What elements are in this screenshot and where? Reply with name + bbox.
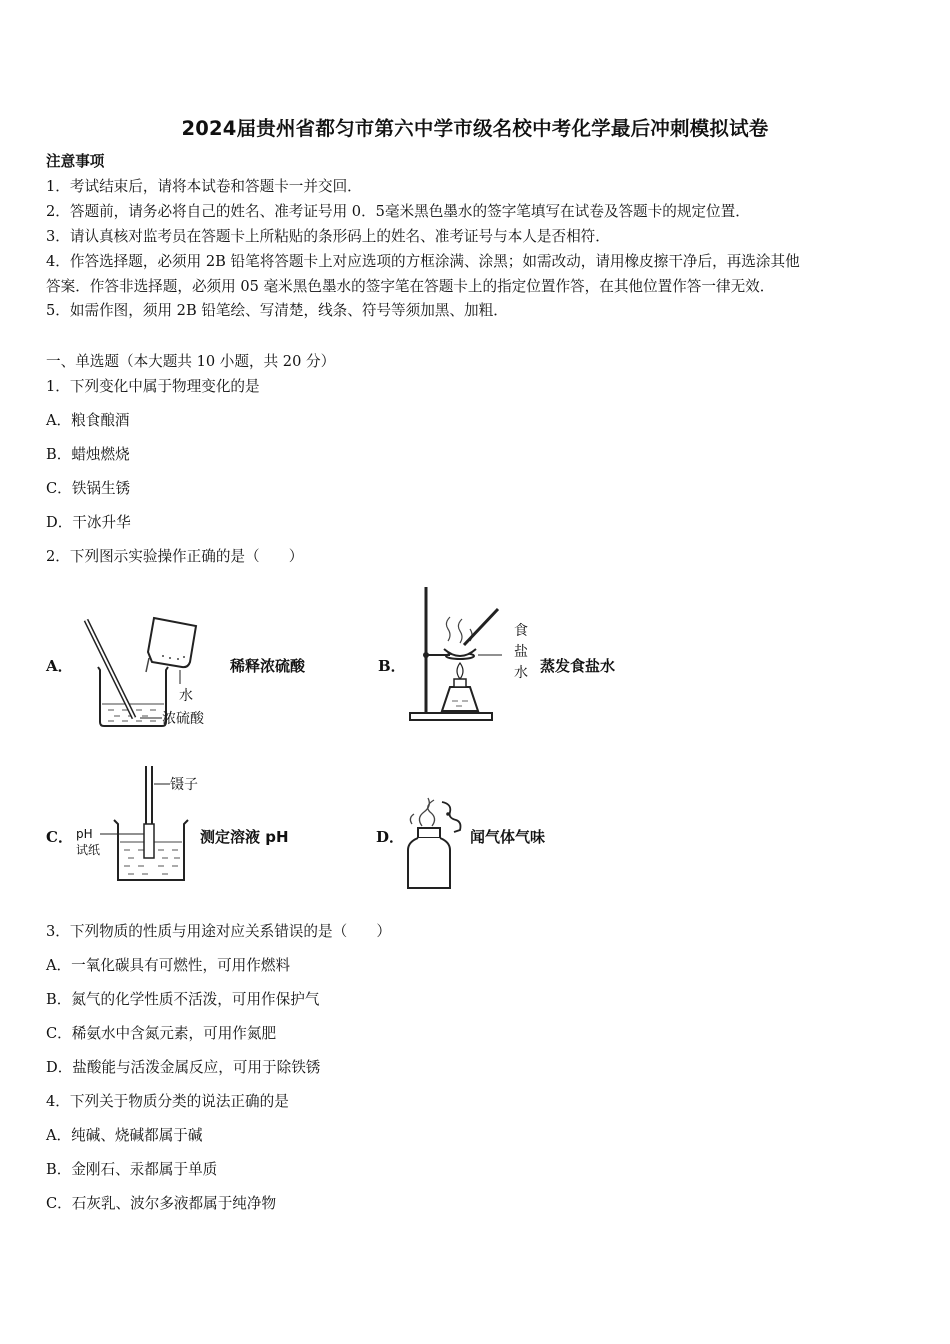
answer-option: A．粮食酿酒 bbox=[46, 412, 130, 429]
answer-option: B．蜡烛燃烧 bbox=[46, 446, 130, 463]
diagram-caption: 蒸发食盐水 bbox=[540, 657, 616, 675]
answer-option: A．一氧化碳具有可燃性，可用作燃料 bbox=[46, 957, 291, 974]
answer-option: D．盐酸能与活泼金属反应，可用于除铁锈 bbox=[46, 1059, 321, 1076]
notice-item: 5．如需作图，须用 2B 铅笔绘、写清楚，线条、符号等须加黑、加粗． bbox=[46, 302, 508, 319]
answer-option: C．石灰乳、波尔多液都属于纯净物 bbox=[46, 1195, 277, 1212]
option-letter: B． bbox=[378, 657, 406, 675]
answer-option: C．铁锅生锈 bbox=[46, 480, 131, 497]
label-salt-2: 盐 bbox=[514, 644, 528, 660]
notice-item: 2．答题前，请务必将自己的姓名、准考证号用 0．5毫米黑色墨水的签字笔填写在试卷及答题卡的规定位置． bbox=[46, 203, 750, 220]
label-ph: pH bbox=[76, 827, 93, 841]
label-tweezers: 镊子 bbox=[170, 777, 198, 793]
notice-item: 4．作答选择题，必须用 2B 铅笔将答题卡上对应选项的方框涂满、涂黑；如需改动，请用橡皮擦干净后，再选涂其他 bbox=[46, 253, 800, 270]
answer-option: D．干冰升华 bbox=[46, 514, 131, 531]
label-salt-3: 水 bbox=[514, 665, 528, 681]
answer-option: B．金刚石、汞都属于单质 bbox=[46, 1161, 218, 1178]
label-test-paper: 试纸 bbox=[76, 843, 101, 857]
notice-heading: 注意事项 bbox=[46, 153, 105, 170]
evaporation-diagram bbox=[406, 583, 541, 725]
label-salt-1: 食 bbox=[514, 623, 528, 639]
dilute-acid-diagram bbox=[78, 612, 228, 732]
option-letter: C． bbox=[46, 828, 73, 846]
answer-option: B．氮气的化学性质不活泼，可用作保护气 bbox=[46, 991, 320, 1008]
ph-test-diagram bbox=[74, 762, 204, 887]
answer-option: C．稀氨水中含氮元素，可用作氮肥 bbox=[46, 1025, 277, 1042]
answer-option: A．纯碱、烧碱都属于碱 bbox=[46, 1127, 203, 1144]
notice-item: 1．考试结束后，请将本试卷和答题卡一并交回． bbox=[46, 178, 362, 195]
section-heading: 一、单选题（本大题共 10 小题，共 20 分） bbox=[46, 353, 336, 370]
notice-item: 答案．作答非选择题，必须用 05 毫米黑色墨水的签字笔在答题卡上的指定位置作答，在其他位置作答一律无效． bbox=[46, 278, 775, 295]
page-title: 2024届贵州省都匀市第六中学市级名校中考化学最后冲刺模拟试卷 bbox=[181, 117, 769, 140]
question-stem: 4．下列关于物质分类的说法正确的是 bbox=[46, 1093, 289, 1110]
diagram-caption: 测定溶液 pH bbox=[200, 828, 289, 846]
label-water: 水 bbox=[179, 688, 193, 704]
question-stem: 1．下列变化中属于物理变化的是 bbox=[46, 378, 260, 395]
diagram-caption: 闻气体气味 bbox=[470, 828, 546, 846]
label-concentrated-acid: 浓硫酸 bbox=[162, 711, 204, 727]
option-letter: A． bbox=[46, 657, 73, 675]
question-stem: 3．下列物质的性质与用途对应关系错误的是（ ） bbox=[46, 923, 391, 940]
notice-item: 3．请认真核对监考员在答题卡上所粘贴的条形码上的姓名、准考证号与本人是否相符． bbox=[46, 228, 610, 245]
smell-gas-diagram bbox=[402, 794, 472, 892]
option-letter: D． bbox=[376, 828, 405, 846]
diagram-caption: 稀释浓硫酸 bbox=[230, 657, 306, 675]
question-stem: 2．下列图示实验操作正确的是（ ） bbox=[46, 548, 304, 565]
